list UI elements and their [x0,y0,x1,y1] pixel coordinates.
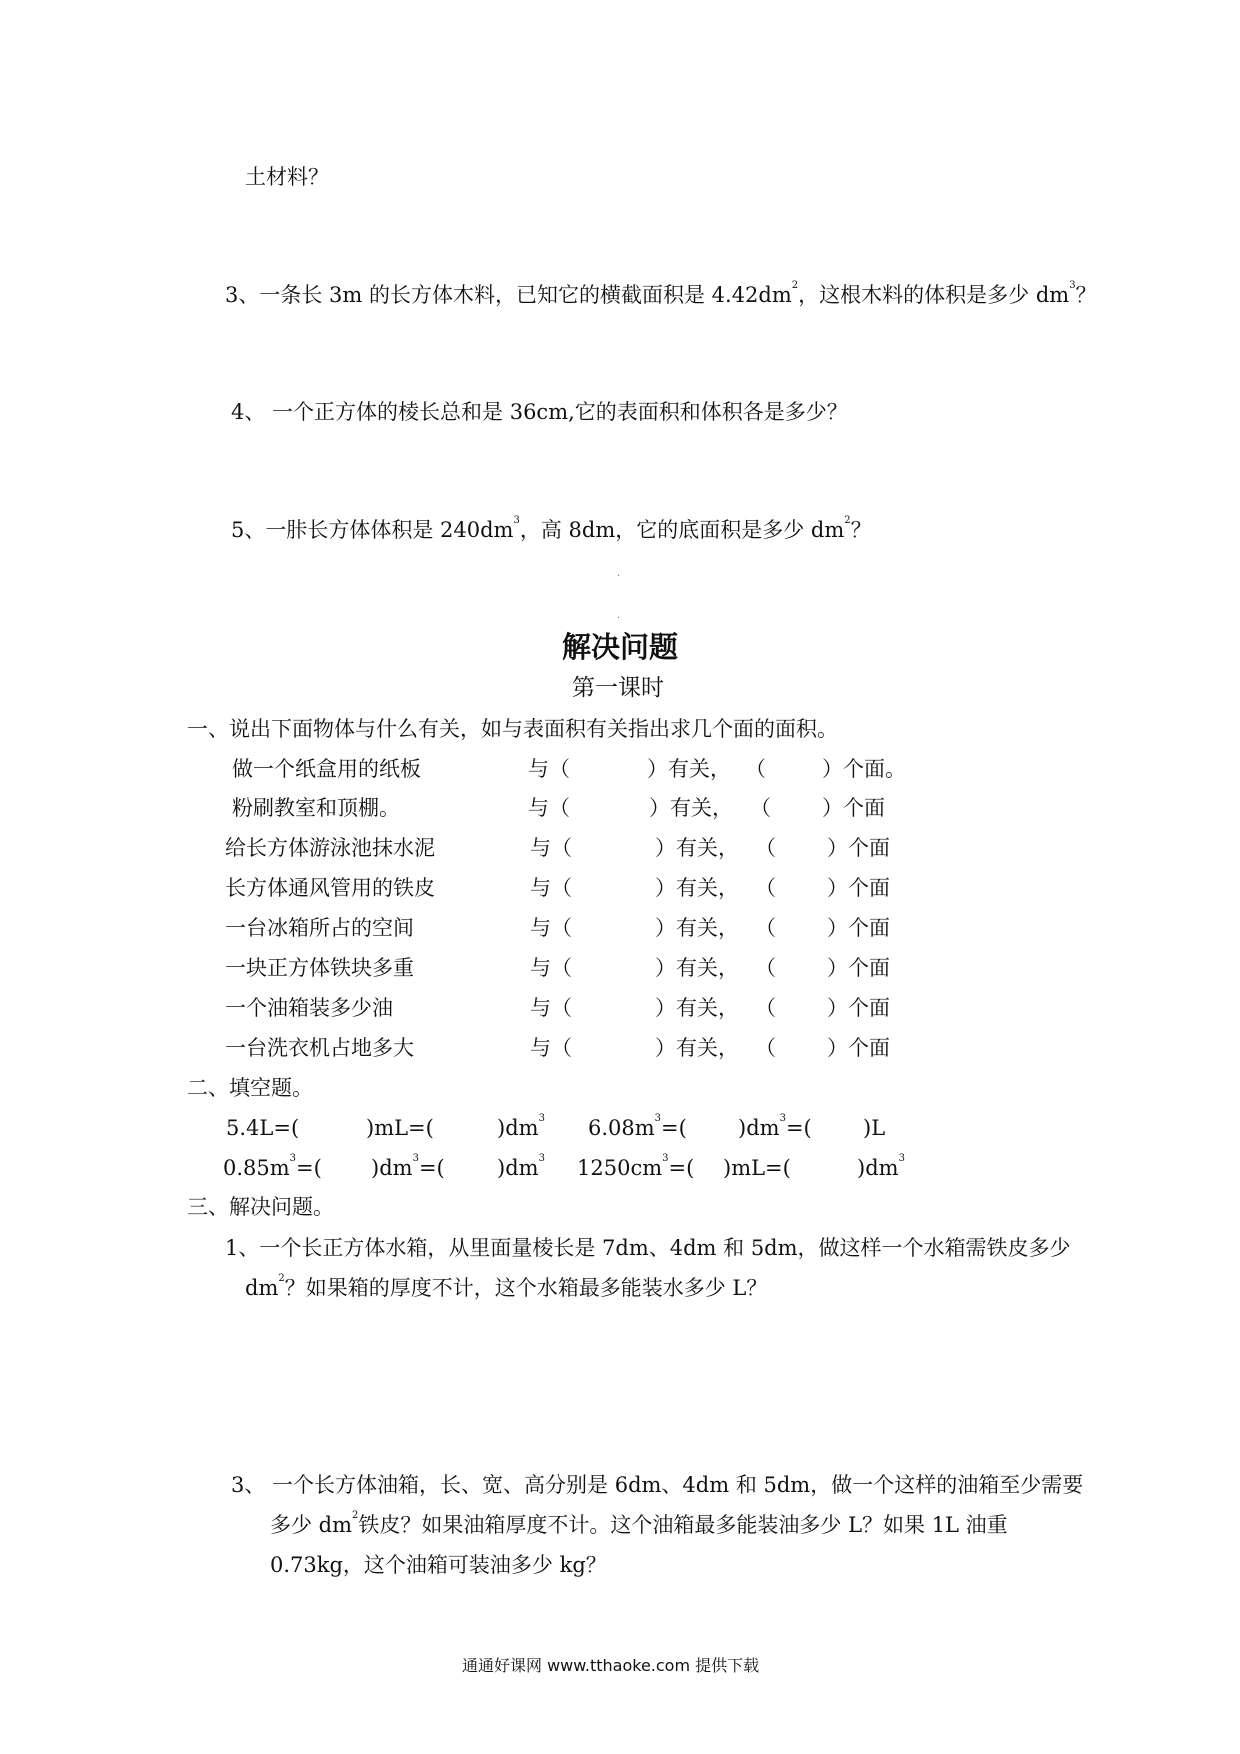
answer-blank: 与（ [528,796,570,820]
answer-blank: ）个面。 [822,757,906,781]
answer-blank: （ [755,1036,776,1060]
answer-blank: 与（ [530,916,572,940]
answer-blank: 与（ [530,1036,572,1060]
answer-blank: （ [750,796,771,820]
answer-blank: （ [755,836,776,860]
problem-3-line-2: 多少 $dm^2$铁皮？如果油箱厚度不计。这个油箱最多能装油多少 L？如果 1L 油重 [270,1510,1008,1537]
row-item: 给长方体游泳池抹水泥 [225,836,435,860]
answer-blank: （ [755,996,776,1020]
answer-blank: ）个面 [827,916,890,940]
answer-blank: ）有关， [649,796,733,820]
question-3: 3、一条长 3m 的长方体木料，已知它的横截面积是 $4.42dm^2$，这根木料的体积是多少 $dm^3$？ [225,280,1097,307]
answer-blank: ）有关， [655,916,739,940]
problem-3-line-3: 0.73kg，这个油箱可装油多少 kg？ [270,1553,607,1577]
row-item: 一块正方体铁块多重 [225,956,414,980]
question-2-tail: 土材料？ [245,165,329,189]
answer-blank: （ [755,956,776,980]
answer-blank: ）个面 [822,796,885,820]
answer-blank: （ [745,757,766,781]
answer-blank: ）个面 [827,956,890,980]
answer-blank: ）有关， [655,956,739,980]
answer-blank: ）个面 [827,876,890,900]
problem-1-line-1: 1、一个长正方体水箱，从里面量棱长是 7dm、4dm 和 5dm，做这样一个水箱需铁皮多少 [225,1236,1071,1260]
lesson-subtitle: 第一课时 [572,675,664,701]
row-item: 一台洗衣机占地多大 [225,1036,414,1060]
answer-blank: 与（ [530,836,572,860]
answer-blank: ）有关， [655,836,739,860]
answer-blank: 与（ [530,876,572,900]
question-4: 4、 一个正方体的棱长总和是 36cm,它的表面积和体积各是多少？ [231,400,848,424]
answer-blank: ）个面 [827,836,890,860]
page-footer: 通通好课网 www.tthaoke.com 提供下载 [462,1656,760,1675]
answer-blank: ）个面 [827,1036,890,1060]
lesson-title: 解决问题 [562,630,679,664]
row-item: 粉刷教室和顶棚。 [232,796,400,820]
question-5: 5、一胩长方体体积是 $240dm^3$，高 8dm，它的底面积是多少 $dm^2$？ [231,515,872,542]
answer-blank: 与（ [530,996,572,1020]
part2-heading: 二、填空题。 [187,1076,313,1100]
answer-blank: （ [755,916,776,940]
problem-3-line-1: 3、 一个长方体油箱，长、宽、高分别是 6dm、4dm 和 5dm，做一个这样的油箱至少需要 [231,1473,1084,1497]
answer-blank: ）有关， [655,1036,739,1060]
row-item: 一台冰箱所占的空间 [225,916,414,940]
answer-blank: 与（ [528,757,570,781]
answer-blank: ）有关， [655,996,739,1020]
problem-1-line-2: $dm^2$？如果箱的厚度不计，这个水箱最多能装水多少 L？ [245,1273,768,1300]
row-item: 长方体通风管用的铁皮 [225,876,435,900]
answer-blank: ）个面 [827,996,890,1020]
answer-blank: ）有关， [655,876,739,900]
row-item: 一个油箱装多少油 [225,996,393,1020]
answer-blank: ）有关， [647,757,731,781]
answer-blank: （ [755,876,776,900]
row-item: 做一个纸盒用的纸板 [232,757,421,781]
part3-heading: 三、解决问题。 [187,1195,334,1219]
answer-blank: 与（ [530,956,572,980]
part1-heading: 一、说出下面物体与什么有关，如与表面积有关指出求几个面的面积。 [187,717,838,741]
scan-speck: · [617,613,621,624]
scan-speck: · [617,571,621,582]
